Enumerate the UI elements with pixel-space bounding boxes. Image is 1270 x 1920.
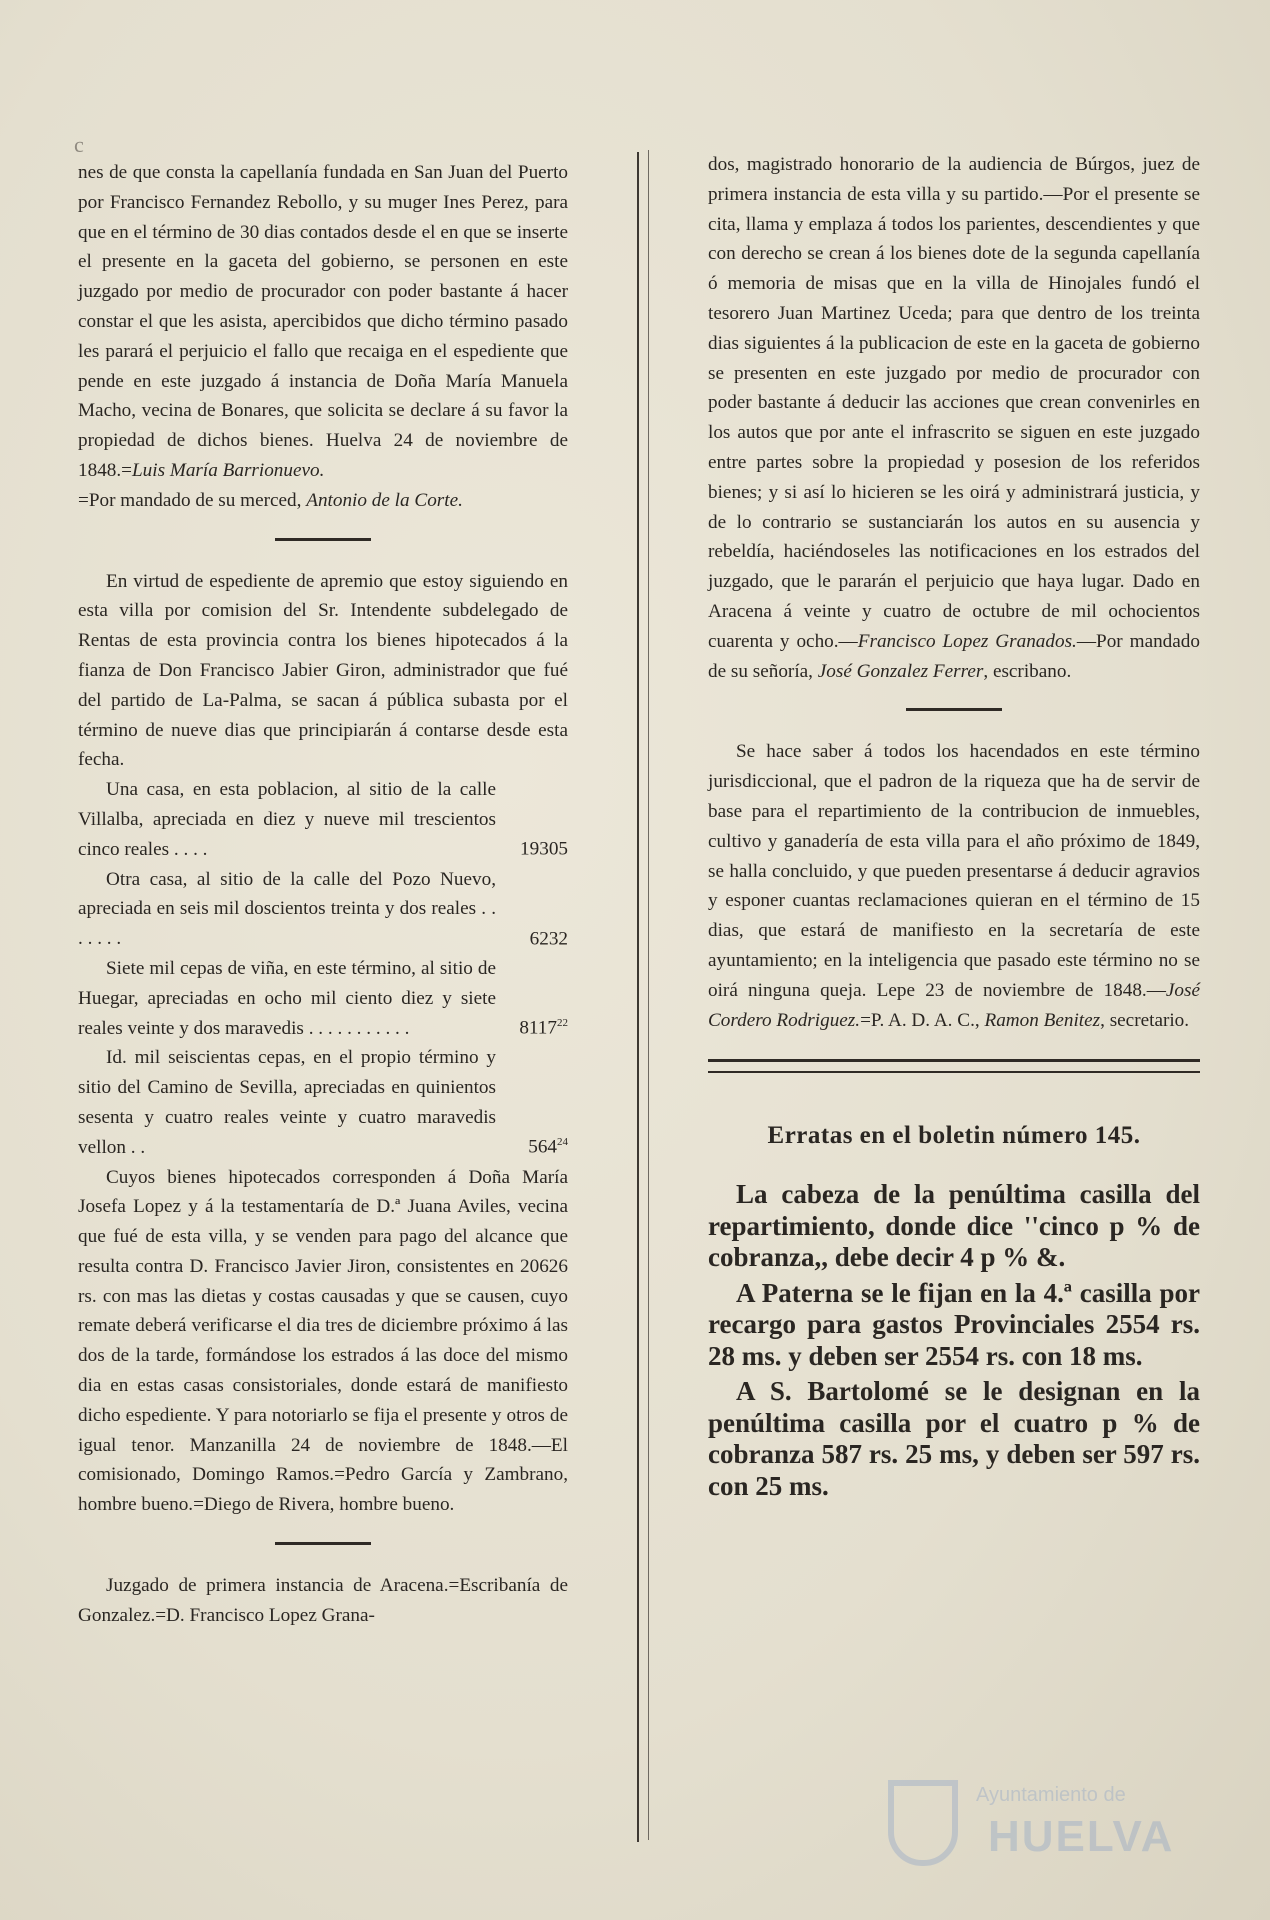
column-rule	[637, 152, 639, 1842]
column-rule-secondary	[648, 150, 649, 1840]
city-shield-icon	[888, 1780, 958, 1866]
notice-text: =P. A. D. A. C.,	[860, 1009, 985, 1031]
signature: José Cordero Rodriguez.	[708, 979, 1200, 1031]
item-value: $564^{24}$	[528, 1136, 568, 1158]
notice-juzgado-continued	[708, 150, 1200, 686]
notice-text: nes de que consta la capellanía fundada en San Juan del Puerto por Francisco Fernandez Rebollo, y su muger Ines Perez, para que en el término de 30 dias contados desde el en que se inserte el presente en la gaceta del gobierno, se personen en este juzgado por medio de procurador con poder bastante á hacer constar el que les asista, apercibidos que dicho término pasado les parará el perjuicio el fallo que recaiga en el espediente que pende en este juzgado á instancia de Doña María Manuela Macho, vecina de Bonares, que solicita se declare á su favor la propiedad de dichos bienes. Huelva 24 de noviembre de 1848.=	[78, 162, 568, 481]
notice-subasta: En virtud de espediente de apremio que estoy siguiendo en esta villa por comision del Sr. Intendente subdelegado de Rentas de esta provincia contra los bienes hipotecados á la fianza de Don Francisco Jabier Giron, administrador que fué del partido de La-Palma, se sacan á pública subasta por el término de nueve dias que principiarán á contarse desde esta fecha.	[78, 570, 568, 771]
notice-text: , escribano.	[983, 660, 1072, 682]
signature: Ramon Benitez	[984, 1009, 1101, 1031]
left-column	[78, 158, 568, 1631]
errata-entry: A S. Bartolomé se le designan en la penúltima casilla por el cuatro p % de cobranza 587 rs. 25 ms, y deben ser 597 rs. con 25 ms.	[708, 1376, 1200, 1501]
notice-subasta-conditions: Cuyos bienes hipotecados corresponden á Doña María Josefa Lopez y á la testamentaría de D.ª Juana Aviles, vecina que fué de esta villa, y se venden para pago del alcance que resulta contra D. Francisco Javier Jiron, consistentes en 20626 rs. con mas las dietas y costas causadas y que se causen, cuyo remate deberá verificarse el dia tres de diciembre próximo á las dos de la tarde, formándose los estrados á las doce del mismo dia en estas casas consistoriales, donde estará de manifiesto dicho espediente. Y para notoriarlo se fija el presente y otros de igual tenor. Manzanilla 24 de noviembre de 1848.—El comisionado, Domingo Ramos.=Pedro García y Zambrano, hombre bueno.=Diego de Rivera, hombre bueno.	[78, 1166, 568, 1516]
section-separator	[275, 538, 371, 541]
item-description: Una casa, en esta poblacion, al sitio de la calle Villalba, apreciada en diez y nueve mil trescientos cinco reales . . . .	[78, 779, 496, 860]
notice-text: Se hace saber á todos los hacendados en este término jurisdiccional, que el padron de la riqueza que ha de servir de base para el repartimiento de la contribucion de inmuebles, cultivo y ganadería de esta villa para el año próximo de 1849, se halla concluido, y que pueden presentarse á deducir agravios y esponer cuantas reclamaciones quieran en el término de 15 dias, que estará de manifiesto en la secretaría de este ayuntamiento; en la inteligencia que pasado este término no se oirá ninguna queja. Lepe 23 de noviembre de 1848.—	[708, 741, 1200, 1001]
errata-title: Erratas en el boletin número 145.	[767, 1122, 1141, 1150]
double-rule-separator	[708, 1059, 1200, 1073]
item-description: Siete mil cepas de viña, en este término, al sitio de Huegar, apreciadas en ocho mil ciento diez y siete reales veinte y dos maravedis . . . . . . . . . . .	[78, 957, 496, 1039]
watermark-big-text: HUELVA	[988, 1812, 1175, 1861]
signature: José Gonzalez Ferrer	[817, 660, 984, 682]
notice-juzgado-aracena: Juzgado de primera instancia de Aracena.=Escribanía de Gonzalez.=D. Francisco Lopez Grana-	[78, 1575, 568, 1626]
notice-text: dos, magistrado honorario de la audiencia de Búrgos, juez de primera instancia de esta villa y su partido.—Por el presente se cita, llama y emplaza á todos los parientes, descendientes y que con derecho se crean á los bienes dote de la segunda capellanía ó memoria de misas que en la villa de Hinojales fundó el tesorero Juan Martinez Uceda; para que dentro de los treinta dias siguientes á la publicacion de este en la gaceta de gobierno se presenten en este juzgado por medio de procurador con poder bastante á deducir las acciones que crean convenirles en los autos que por ante el infrascrito se siguen en este juzgado entre partes sobre la propiedad y posesion de los referidos bienes; y si así lo hicieren se les oirá y administrará justicia, y de lo contrario se sustanciarán los autos en su ausencia y rebeldía, haciéndoseles las notificaciones en los estrados del juzgado, que le pararán el perjuicio que haya lugar. Dado en Aracena á veinte y cuatro de octubre de mil ochocientos cuarenta y ocho.—	[708, 154, 1200, 652]
signature: Luis María Barrionuevo.	[132, 459, 325, 481]
errata-section	[708, 1121, 1200, 1502]
notice-text: —Por mandado de su señoría,	[708, 630, 1200, 682]
item-value: 19305	[520, 838, 568, 860]
auction-item	[78, 775, 568, 864]
item-description: Id. mil seiscientas cepas, en el propio término y sitio del Camino de Sevilla, apreciadas en quinientos sesenta y cuatro reales veinte y cuatro maravedis vellon . .	[78, 1047, 496, 1158]
watermark-small-text: Ayuntamiento de	[976, 1784, 1126, 1806]
auction-item	[78, 954, 568, 1043]
notice-padron-riqueza	[708, 737, 1200, 1035]
auction-item	[78, 1043, 568, 1162]
notice-text: =Por mandado de su merced,	[78, 489, 307, 511]
corner-mark: c	[74, 132, 84, 157]
archive-watermark	[888, 1780, 1218, 1870]
signature: Antonio de la Corte.	[306, 489, 463, 511]
item-description: Otra casa, al sitio de la calle del Pozo Nuevo, apreciada en seis mil doscientos treinta y dos reales . . . . . . .	[78, 868, 496, 950]
errata-entry: A Paterna se le fijan en la 4.ª casilla por recargo para gastos Provinciales 2554 rs. 28 ms. y deben ser 2554 rs. con 18 ms.	[708, 1277, 1200, 1371]
item-value: 8117$^{22}$	[519, 1017, 568, 1039]
notice-capellania	[78, 158, 568, 516]
auction-item	[78, 865, 568, 954]
signature: Francisco Lopez Granados.	[857, 630, 1077, 652]
right-column	[708, 150, 1200, 1506]
auction-items	[78, 775, 568, 1162]
section-separator	[906, 708, 1002, 711]
notice-text: , secretario.	[1100, 1009, 1190, 1031]
errata-entry: La cabeza de la penúltima casilla del repartimiento, donde dice ''cinco p % de cobranza,, debe decir 4 p % &.	[708, 1179, 1200, 1273]
section-separator	[275, 1542, 371, 1545]
item-value: 6232	[529, 928, 568, 950]
